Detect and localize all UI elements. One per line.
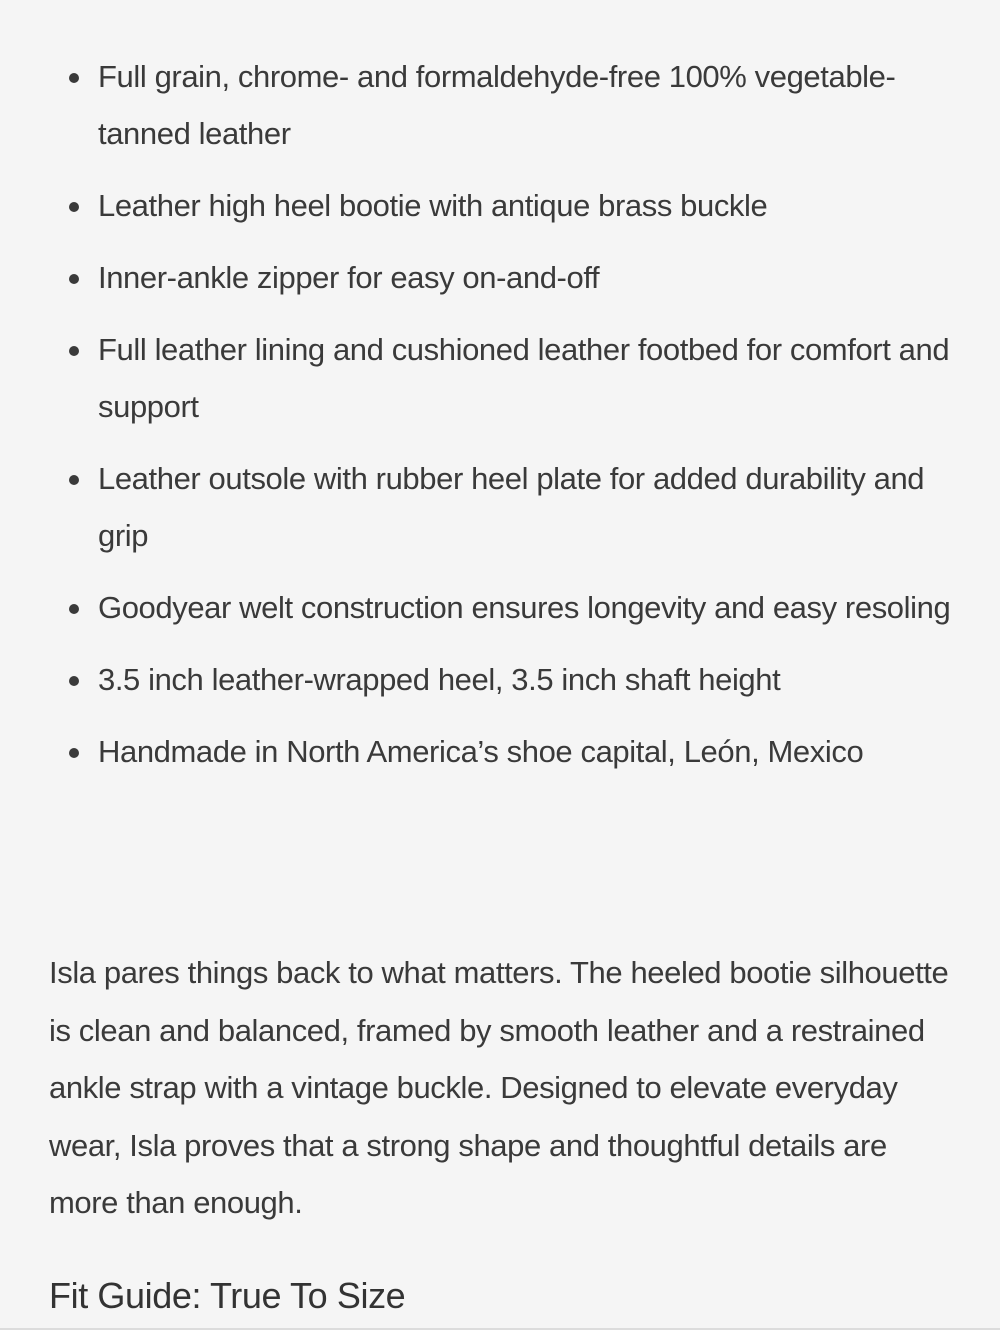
feature-item <box>0 723 1000 780</box>
feature-item <box>0 249 1000 306</box>
feature-item <box>0 48 1000 162</box>
feature-item <box>0 651 1000 708</box>
bullet-icon <box>69 73 79 83</box>
bullet-icon <box>69 748 79 758</box>
feature-text: Leather outsole with rubber heel plate for added durability and grip <box>98 461 925 553</box>
feature-text: 3.5 inch leather-wrapped heel, 3.5 inch shaft height <box>98 662 781 697</box>
bullet-icon <box>69 274 79 284</box>
feature-text: Handmade in North America’s shoe capital, León, Mexico <box>98 734 864 769</box>
feature-text: Goodyear welt construction ensures longevity and easy resoling <box>98 590 951 625</box>
feature-text: Full grain, chrome- and formaldehyde-free 100% vegetable-tanned leather <box>98 59 896 151</box>
feature-text: Inner-ankle zipper for easy on-and-off <box>98 260 600 295</box>
feature-item <box>0 177 1000 234</box>
feature-text: Full leather lining and cushioned leather footbed for comfort and support <box>98 332 950 424</box>
bullet-icon <box>69 676 79 686</box>
bullet-icon <box>69 604 79 614</box>
feature-item <box>0 450 1000 564</box>
feature-text: Leather high heel bootie with antique brass buckle <box>98 188 768 223</box>
feature-item <box>0 579 1000 636</box>
feature-list <box>0 48 1000 795</box>
bullet-icon <box>69 475 79 485</box>
bullet-icon <box>69 202 79 212</box>
product-description: Isla pares things back to what matters. The heeled bootie silhouette is clean and balanced, framed by smooth leather and a restrained ankle strap with a vintage buckle. Designed to elevate everyday wear, Isla proves that a strong shape and thoughtful details are more than enough. <box>49 955 949 1220</box>
feature-item <box>0 321 1000 435</box>
bullet-icon <box>69 346 79 356</box>
fit-guide-heading: Fit Guide: True To Size <box>49 1275 406 1316</box>
